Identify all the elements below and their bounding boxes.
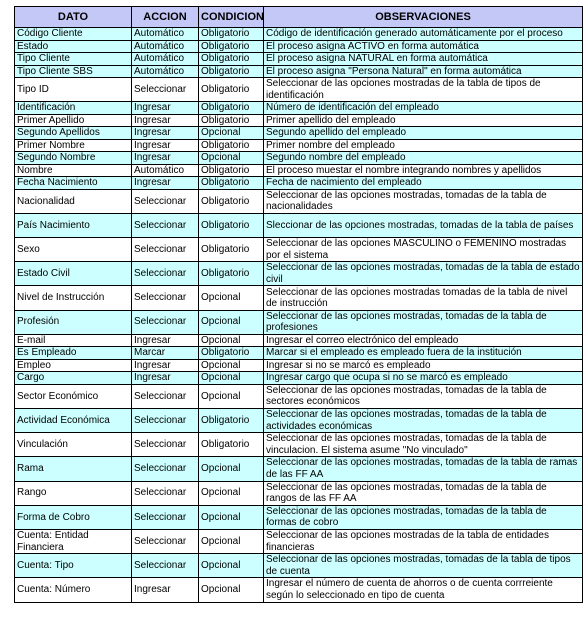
cell-accion: Seleccionar <box>132 409 199 433</box>
cell-dato: Segundo Apellidos <box>15 127 132 140</box>
cell-observaciones: El proceso asigna "Persona Natural" en forma automática <box>264 65 583 78</box>
cell-dato: Empleo <box>15 359 132 372</box>
cell-dato: Cuenta: Entidad Financiera <box>15 529 132 553</box>
cell-accion: Seleccionar <box>132 384 199 408</box>
cell-accion: Seleccionar <box>132 262 199 286</box>
cell-observaciones: Ingresar el número de cuenta de ahorros o de cuenta corrreiente según lo seleccionado en tipo de cuenta <box>264 578 583 602</box>
table-row <box>15 78 583 102</box>
table-row <box>15 529 583 553</box>
table-row <box>15 28 583 41</box>
cell-condicion: Obligatorio <box>199 213 264 237</box>
cell-accion: Ingresar <box>132 102 199 115</box>
header-condicion: CONDICION <box>199 7 264 28</box>
cell-observaciones: Ingresar cargo que ocupa si no se marcó es empleado <box>264 372 583 385</box>
cell-accion: Ingresar <box>132 139 199 152</box>
cell-observaciones: El proceso asigna ACTIVO en forma automática <box>264 40 583 53</box>
cell-condicion: Obligatorio <box>199 262 264 286</box>
cell-condicion: Opcional <box>199 505 264 529</box>
cell-dato: Identificación <box>15 102 132 115</box>
cell-accion: Ingresar <box>132 177 199 190</box>
cell-accion: Automático <box>132 40 199 53</box>
cell-dato: Forma de Cobro <box>15 505 132 529</box>
cell-dato: Tipo Cliente SBS <box>15 65 132 78</box>
table-row <box>15 189 583 213</box>
cell-observaciones: Seleccionar de las opciones mostradas, tomadas de la tabla de sectores económicos <box>264 384 583 408</box>
table-row <box>15 457 583 481</box>
cell-accion: Automático <box>132 65 199 78</box>
table-row <box>15 139 583 152</box>
cell-observaciones: Marcar si el empleado es empleado fuera de la institución <box>264 347 583 360</box>
cell-condicion: Opcional <box>199 334 264 347</box>
cell-accion: Seleccionar <box>132 310 199 334</box>
cell-condicion: Opcional <box>199 152 264 165</box>
header-observaciones: OBSERVACIONES <box>264 7 583 28</box>
table-row <box>15 152 583 165</box>
table-row <box>15 164 583 177</box>
cell-observaciones: Seleccionar de las opciones mostradas, tomadas de la tabla de formas de cobro <box>264 505 583 529</box>
cell-accion: Seleccionar <box>132 78 199 102</box>
cell-condicion: Opcional <box>199 481 264 505</box>
cell-accion: Seleccionar <box>132 481 199 505</box>
cell-accion: Marcar <box>132 347 199 360</box>
cell-observaciones: Seleccionar de las opciones mostradas, tomadas de la tabla de rangos de las FF AA <box>264 481 583 505</box>
cell-condicion: Opcional <box>199 286 264 310</box>
table-row <box>15 384 583 408</box>
data-dictionary-table-container <box>14 6 582 603</box>
cell-condicion: Opcional <box>199 457 264 481</box>
cell-accion: Ingresar <box>132 152 199 165</box>
data-dictionary-table <box>14 6 583 603</box>
cell-accion: Seleccionar <box>132 189 199 213</box>
cell-accion: Ingresar <box>132 127 199 140</box>
cell-observaciones: Ingresar el correo electrónico del empleado <box>264 334 583 347</box>
cell-dato: Tipo ID <box>15 78 132 102</box>
cell-condicion: Obligatorio <box>199 164 264 177</box>
table-row <box>15 286 583 310</box>
cell-accion: Seleccionar <box>132 238 199 262</box>
table-row <box>15 481 583 505</box>
cell-observaciones: Seleccionar de las opciones MASCULINO o FEMENINO mostradas por el sistema <box>264 238 583 262</box>
cell-condicion: Obligatorio <box>199 53 264 66</box>
cell-dato: Segundo Nombre <box>15 152 132 165</box>
cell-condicion: Opcional <box>199 529 264 553</box>
table-body <box>15 28 583 603</box>
cell-observaciones: Ingresar si no se marcó es empleado <box>264 359 583 372</box>
cell-condicion: Obligatorio <box>199 28 264 41</box>
cell-condicion: Obligatorio <box>199 347 264 360</box>
table-row <box>15 372 583 385</box>
cell-observaciones: El proceso asigna NATURAL en forma automática <box>264 53 583 66</box>
table-row <box>15 554 583 578</box>
table-header-row <box>15 7 583 28</box>
cell-condicion: Obligatorio <box>199 409 264 433</box>
cell-accion: Seleccionar <box>132 433 199 457</box>
cell-dato: Fecha Nacimiento <box>15 177 132 190</box>
cell-observaciones: Primer apellido del empleado <box>264 114 583 127</box>
cell-dato: Cuenta: Número <box>15 578 132 602</box>
cell-condicion: Obligatorio <box>199 40 264 53</box>
cell-observaciones: Primer nombre del empleado <box>264 139 583 152</box>
cell-accion: Ingresar <box>132 334 199 347</box>
cell-condicion: Obligatorio <box>199 102 264 115</box>
cell-observaciones: Seleccionar de las opciones mostradas, tomadas de la tabla de nacionalidades <box>264 189 583 213</box>
cell-accion: Ingresar <box>132 372 199 385</box>
cell-condicion: Opcional <box>199 384 264 408</box>
cell-dato: Sexo <box>15 238 132 262</box>
cell-dato: E-mail <box>15 334 132 347</box>
cell-condicion: Obligatorio <box>199 139 264 152</box>
cell-condicion: Obligatorio <box>199 177 264 190</box>
table-row <box>15 347 583 360</box>
cell-observaciones: El proceso muestar el nombre integrando nombres y apellidos <box>264 164 583 177</box>
cell-accion: Seleccionar <box>132 505 199 529</box>
table-row <box>15 40 583 53</box>
cell-dato: Estado <box>15 40 132 53</box>
cell-dato: País Nacimiento <box>15 213 132 237</box>
table-row <box>15 114 583 127</box>
table-row <box>15 310 583 334</box>
cell-observaciones: Segundo nombre del empleado <box>264 152 583 165</box>
cell-dato: Es Empleado <box>15 347 132 360</box>
table-row <box>15 213 583 237</box>
cell-observaciones: Seleccionar de las opciones mostradas tomadas de la tabla de nivel de instrucción <box>264 286 583 310</box>
cell-observaciones: Sleccionar de las opciones mostradas, tomadas de la tabla de países <box>264 213 583 237</box>
cell-dato: Cuenta: Tipo <box>15 554 132 578</box>
table-row <box>15 262 583 286</box>
cell-observaciones: Seleccionar de las opciones mostradas, tomadas de la tabla de estado civil <box>264 262 583 286</box>
table-row <box>15 65 583 78</box>
table-row <box>15 433 583 457</box>
cell-condicion: Obligatorio <box>199 238 264 262</box>
cell-dato: Cargo <box>15 372 132 385</box>
table-row <box>15 334 583 347</box>
cell-dato: Nivel de Instrucción <box>15 286 132 310</box>
cell-accion: Seleccionar <box>132 213 199 237</box>
cell-accion: Ingresar <box>132 114 199 127</box>
cell-condicion: Opcional <box>199 127 264 140</box>
cell-condicion: Opcional <box>199 310 264 334</box>
table-row <box>15 127 583 140</box>
cell-dato: Nombre <box>15 164 132 177</box>
cell-accion: Automático <box>132 164 199 177</box>
cell-observaciones: Seleccionar de las opciones mostradas, tomadas de la tabla de tipos de cuenta <box>264 554 583 578</box>
cell-observaciones: Seleccionar de las opciones mostradas, tomadas de la tabla de vinculacion. El sistema asume "No vinculado" <box>264 433 583 457</box>
cell-observaciones: Seleccionar de las opciones mostradas de la tabla de entidades financieras <box>264 529 583 553</box>
cell-accion: Seleccionar <box>132 457 199 481</box>
cell-accion: Ingresar <box>132 359 199 372</box>
cell-dato: Rango <box>15 481 132 505</box>
cell-dato: Código Cliente <box>15 28 132 41</box>
cell-observaciones: Seleccionar de las opciones mostradas, tomadas de la tabla de profesiones <box>264 310 583 334</box>
cell-dato: Primer Nombre <box>15 139 132 152</box>
cell-condicion: Obligatorio <box>199 433 264 457</box>
cell-condicion: Obligatorio <box>199 114 264 127</box>
cell-observaciones: Seleccionar de las opciones mostradas, tomadas de la tabla de ramas de las FF AA <box>264 457 583 481</box>
cell-accion: Automático <box>132 28 199 41</box>
cell-dato: Estado Civil <box>15 262 132 286</box>
cell-dato: Nacionalidad <box>15 189 132 213</box>
table-row <box>15 409 583 433</box>
cell-accion: Seleccionar <box>132 529 199 553</box>
cell-dato: Vinculación <box>15 433 132 457</box>
cell-condicion: Opcional <box>199 554 264 578</box>
table-row <box>15 578 583 602</box>
cell-accion: Seleccionar <box>132 286 199 310</box>
cell-observaciones: Número de identificación del empleado <box>264 102 583 115</box>
cell-observaciones: Seleccionar de las opciones mostradas de la tabla de tipos de identificación <box>264 78 583 102</box>
cell-condicion: Opcional <box>199 372 264 385</box>
cell-condicion: Obligatorio <box>199 78 264 102</box>
cell-observaciones: Código de identificación generado automáticamente por el proceso <box>264 28 583 41</box>
header-dato: DATO <box>15 7 132 28</box>
cell-dato: Tipo Cliente <box>15 53 132 66</box>
table-row <box>15 505 583 529</box>
cell-dato: Sector Económico <box>15 384 132 408</box>
cell-condicion: Opcional <box>199 578 264 602</box>
cell-observaciones: Seleccionar de las opciones mostradas, tomadas de la tabla de actividades económicas <box>264 409 583 433</box>
cell-dato: Rama <box>15 457 132 481</box>
cell-accion: Ingresar <box>132 578 199 602</box>
header-accion: ACCION <box>132 7 199 28</box>
table-row <box>15 102 583 115</box>
cell-dato: Actividad Económica <box>15 409 132 433</box>
cell-observaciones: Fecha de nacimiento del empleado <box>264 177 583 190</box>
cell-observaciones: Segundo apellido del empleado <box>264 127 583 140</box>
table-row <box>15 53 583 66</box>
cell-accion: Automático <box>132 53 199 66</box>
cell-condicion: Opcional <box>199 359 264 372</box>
cell-accion: Seleccionar <box>132 554 199 578</box>
cell-dato: Primer Apellido <box>15 114 132 127</box>
table-row <box>15 238 583 262</box>
table-row <box>15 177 583 190</box>
cell-condicion: Obligatorio <box>199 65 264 78</box>
table-row <box>15 359 583 372</box>
cell-dato: Profesión <box>15 310 132 334</box>
cell-condicion: Obligatorio <box>199 189 264 213</box>
